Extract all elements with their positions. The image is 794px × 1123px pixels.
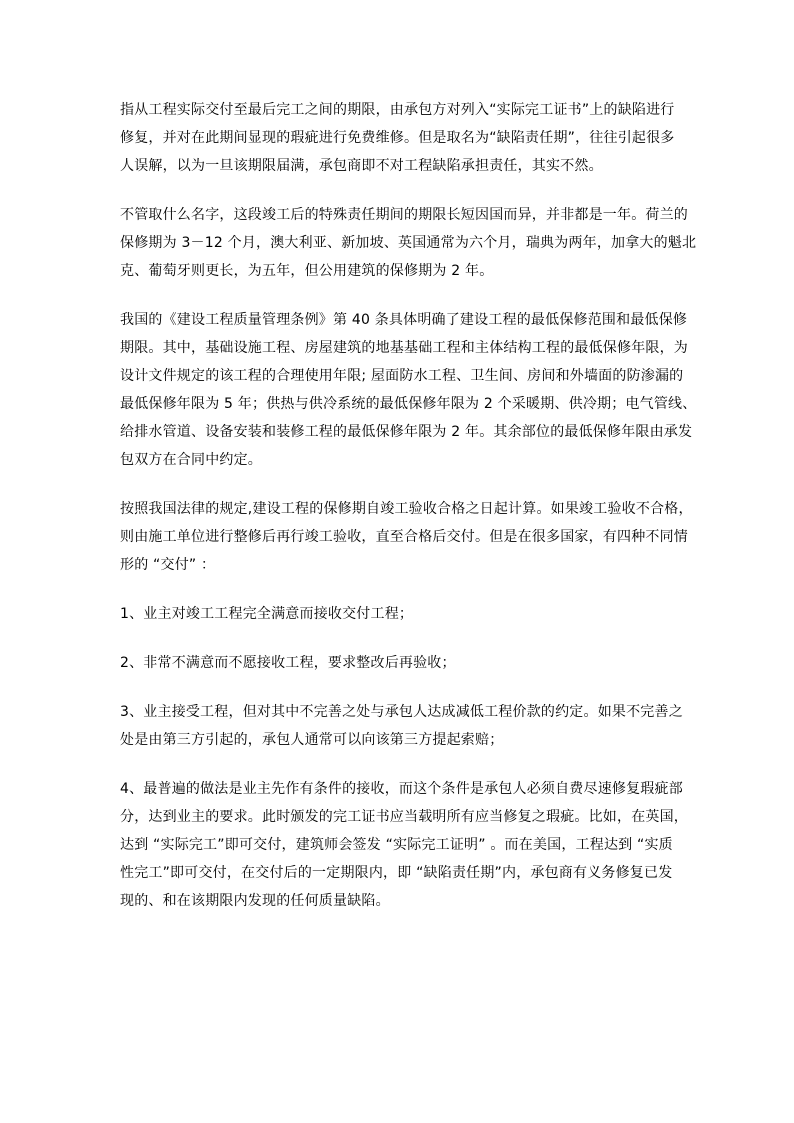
- text-line: 不管取什么名字，这段竣工后的特殊责任期间的期限长短因国而异，并非都是一年。荷兰的: [120, 207, 688, 223]
- text-line: 给排水管道、设备安装和装修工程的最低保修年限为 2 年。其余部位的最低保修年限由承发: [120, 424, 693, 440]
- text-line: 分，达到业主的要求。此时颁发的完工证书应当载明所有应当修复之瑕疵。比如，在英国，: [120, 809, 688, 825]
- list-item-4: [120, 775, 688, 915]
- text-line: 处是由第三方引起的，承包人通常可以向该第三方提起索赔；: [120, 732, 504, 748]
- list-item-2: [120, 649, 680, 677]
- text-line: 克、葡萄牙则更长，为五年，但公用建筑的保修期为 2 年。: [120, 263, 494, 279]
- paragraph-defect-liability-definition: [120, 96, 680, 180]
- paragraph-international-periods: [120, 201, 697, 285]
- text-line: 包双方在合同中约定。: [120, 452, 262, 468]
- text-line: 形的 “交付” ：: [120, 557, 216, 573]
- paragraph-china-regulation: [120, 306, 697, 474]
- text-line: 则由施工单位进行整修后再行竣工验收，直至合格后交付。但是在很多国家，有四种不同情: [120, 529, 688, 545]
- list-item-1: [120, 600, 680, 628]
- text-line: 2、非常不满意而不愿接收工程，要求整改后再验收；: [120, 655, 456, 671]
- text-line: 修复，并对在此期间显现的瑕疵进行免费维修。但是取名为“缺陷责任期”，往往引起很多: [120, 130, 675, 146]
- paragraph-warranty-start: [120, 495, 693, 579]
- text-line: 我国的《建设工程质量管理条例》第 40 条具体明确了建设工程的最低保修范围和最低保修: [120, 312, 688, 328]
- text-line: 人误解，以为一旦该期限届满，承包商即不对工程缺陷承担责任，其实不然。: [120, 158, 603, 174]
- text-line: 性完工”即可交付，在交付后的一定期限内，即 “缺陷责任期”内，承包商有义务修复已发: [120, 865, 673, 881]
- text-line: 期限。其中，基础设施工程、房屋建筑的地基基础工程和主体结构工程的最低保修年限，为: [120, 340, 688, 356]
- text-line: 3、业主接受工程，但对其中不完善之处与承包人达成减低工程价款的约定。如果不完善之: [120, 704, 683, 720]
- text-line: 最低保修年限为 5 年；供热与供冷系统的最低保修年限为 2 个采暖期、供冷期；电气管线、: [120, 396, 697, 412]
- document-body: [120, 96, 697, 936]
- text-line: 保修期为 3－12 个月，澳大利亚、新加坡、英国通常为六个月，瑞典为两年，加拿大的魁北: [120, 235, 697, 251]
- list-item-3: [120, 698, 683, 754]
- text-line: 设计文件规定的该工程的合理使用年限; 屋面防水工程、卫生间、房间和外墙面的防渗漏的: [120, 368, 684, 384]
- text-line: 现的、和在该期限内发现的任何质量缺陷。: [120, 893, 390, 909]
- text-line: 达到 “实际完工”即可交付，建筑师会签发 “实际完工证明” 。而在美国，工程达到 “实质: [120, 837, 673, 853]
- text-line: 按照我国法律的规定,建设工程的保修期自竣工验收合格之日起计算。如果竣工验收不合格，: [120, 501, 693, 517]
- text-line: 指从工程实际交付至最后完工之间的期限，由承包方对列入“实际完工证书”上的缺陷进行: [120, 102, 675, 118]
- text-line: 1、业主对竣工工程完全满意而接收交付工程；: [120, 606, 414, 622]
- text-line: 4、最普遍的做法是业主先作有条件的接收，而这个条件是承包人必须自费尽速修复瑕疵部: [120, 781, 683, 797]
